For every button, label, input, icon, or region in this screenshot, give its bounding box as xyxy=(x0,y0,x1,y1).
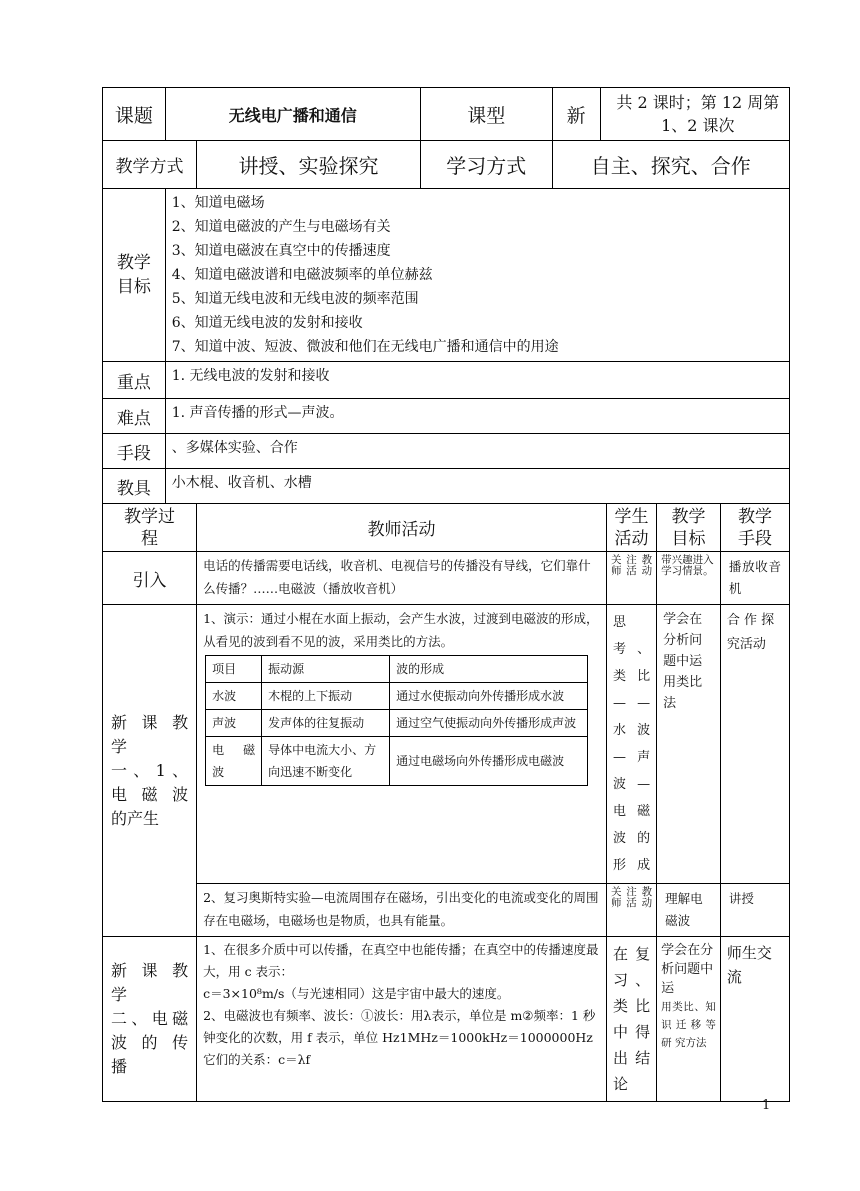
wave-cell: 通过空气使振动向外传播形成声波 xyxy=(390,710,588,737)
intro-student-activity: 关注教师活动 xyxy=(606,552,656,605)
intro-teaching-means: 播放收音机 xyxy=(720,552,789,605)
section1-demo-text: 1、演示：通过小棍在水面上振动，会产生水波，过渡到电磁波的形成，从看见的波到看不见的波，采用类比的方法。 xyxy=(203,611,599,649)
tools-value: 小木棍、收音机、水槽 xyxy=(165,469,789,504)
objectives-row xyxy=(103,189,790,362)
teacher-activity-header: 教师活动 xyxy=(197,504,607,552)
wave-cell: 通过水使振动向外传播形成水波 xyxy=(390,683,588,710)
tools-row xyxy=(103,469,790,504)
teaching-method-value: 讲授、实验探究 xyxy=(197,141,421,189)
schedule xyxy=(600,88,789,141)
wave-table-header xyxy=(206,656,588,683)
section1-review-goal: 理解电磁波 xyxy=(657,884,721,937)
section2-stage-line4: 波 的 传 xyxy=(111,1033,189,1052)
wave-comparison-table xyxy=(205,655,588,786)
section1-demo-row xyxy=(103,605,790,884)
intro-stage: 引入 xyxy=(103,552,197,605)
process-label-line2: 程 xyxy=(141,528,159,549)
section2-stage-line2: 学 xyxy=(111,985,128,1004)
section1-student-activity: 思考、类 比 — — 水 波 — 声 波 — 电 磁 波 的 形成 xyxy=(606,605,656,884)
section2-stage xyxy=(103,937,197,1102)
difficulty-row xyxy=(103,399,790,434)
objective-item: 6、知道无线电波的发射和接收 xyxy=(171,315,363,331)
section1-stage-line4: 电 磁 波 xyxy=(111,784,189,804)
wave-cell: 电 磁 波 xyxy=(206,737,262,786)
process-header-row xyxy=(103,504,790,552)
lesson-label: 课题 xyxy=(103,88,166,141)
wave-header-cell: 波的形成 xyxy=(390,656,588,683)
learning-method-label: 学习方式 xyxy=(420,141,552,189)
section1-stage-line5: 的产生 xyxy=(111,808,160,828)
lesson-plan-table xyxy=(102,87,790,1102)
section1-stage-line2: 学 xyxy=(111,736,128,756)
section2-row xyxy=(103,937,790,1102)
means-value: 、多媒体实验、合作 xyxy=(165,434,789,469)
section2-goal-line1: 学会在分析问题中运 xyxy=(661,943,714,996)
means-label: 手段 xyxy=(103,434,166,469)
process-label xyxy=(103,504,197,552)
goal-header-line2: 目标 xyxy=(671,528,706,549)
section1-teaching-goal: 学会在分析问题中运用类比法 xyxy=(657,605,721,884)
wave-header-cell: 振动源 xyxy=(262,656,390,683)
means-header-line2: 手段 xyxy=(737,528,772,549)
wave-table-row xyxy=(206,683,588,710)
section1-review-means: 讲授 xyxy=(720,884,789,937)
section1-teaching-means: 合 作 探究活动 xyxy=(720,605,789,884)
section1-demo-cell xyxy=(197,605,607,884)
objectives-list xyxy=(165,189,789,362)
wave-cell: 声波 xyxy=(206,710,262,737)
means-row xyxy=(103,434,790,469)
difficulty-value: 1. 声音传播的形式—声波。 xyxy=(165,399,789,434)
type-value: 新 xyxy=(552,88,600,141)
intro-teaching-goal: 带兴趣进入学习情景。 xyxy=(657,552,721,605)
key-point-row xyxy=(103,362,790,399)
student-header-line1: 学生 xyxy=(614,506,649,527)
objective-item: 7、知道中波、短波、微波和他们在无线电广播和通信中的用途 xyxy=(171,339,559,355)
tools-label: 教具 xyxy=(103,469,166,504)
schedule-line1: 共 2 课时；第 12 周第 xyxy=(616,93,780,112)
section1-stage-line3: 一、1、 xyxy=(111,760,189,780)
wave-table-row xyxy=(206,710,588,737)
section2-teacher-text xyxy=(197,937,607,1102)
section1-stage-line1: 新 课 教 xyxy=(111,712,189,732)
section2-text-line2: c＝3×10⁸m/s（与光速相同）这是宇宙中最大的速度。 xyxy=(203,986,510,1001)
section1-review-row xyxy=(103,884,790,937)
type-label: 课型 xyxy=(420,88,552,141)
section2-text-line1: 1、在很多介质中可以传播，在真空中也能传播；在真空中的传播速度最大，用 c 表示： xyxy=(203,942,599,979)
intro-teacher-text: 电话的传播需要电话线，收音机、电视信号的传播没有导线，它们靠什么传播？……电磁波（播放收音机） xyxy=(197,552,607,605)
section1-review-student: 关注教师活动 xyxy=(606,884,656,937)
difficulty-label: 难点 xyxy=(103,399,166,434)
wave-cell: 通过电磁场向外传播形成电磁波 xyxy=(390,737,588,786)
methods-row xyxy=(103,141,790,189)
goal-header-line1: 教学 xyxy=(671,506,706,527)
wave-header-cell: 项目 xyxy=(206,656,262,683)
teaching-goal-header xyxy=(657,504,721,552)
wave-cell: 导体中电流大小、方向迅速不断变化 xyxy=(262,737,390,786)
student-header-line2: 活动 xyxy=(614,528,649,549)
objectives-label-line1: 教学 xyxy=(116,253,151,273)
objective-item: 1、知道电磁场 xyxy=(171,195,265,211)
section1-review-text: 2、复习奥斯特实验—电流周围存在磁场，引出变化的电流或变化的周围存在电磁场，电磁场也是物质，也具有能量。 xyxy=(197,884,607,937)
key-point-label: 重点 xyxy=(103,362,166,399)
process-label-line1: 教学过 xyxy=(124,506,176,527)
section2-teaching-goal xyxy=(657,937,721,1102)
section1-stage xyxy=(103,605,197,937)
objective-item: 4、知道电磁波谱和电磁波频率的单位赫兹 xyxy=(171,267,433,283)
learning-method-value: 自主、探究、合作 xyxy=(552,141,789,189)
student-activity-header xyxy=(606,504,656,552)
section2-stage-line1: 新 课 教 xyxy=(111,961,189,980)
section2-text-line4: 它们的关系：c＝λf xyxy=(203,1052,311,1067)
section2-student-activity: 在 复 习 、 类 比 中 得 出 结 论 xyxy=(606,937,656,1102)
section2-stage-line5: 播 xyxy=(111,1057,128,1076)
section2-teaching-means: 师生交流 xyxy=(720,937,789,1102)
section2-text-line3: 2、电磁波也有频率、波长：①波长：用λ表示，单位是 m②频率：1 秒钟变化的次数，用 f 表示，单位 Hz1MHz＝1000kHz＝1000000Hz xyxy=(203,1008,596,1045)
objective-item: 2、知道电磁波的产生与电磁场有关 xyxy=(171,219,391,235)
teaching-method-label: 教学方式 xyxy=(103,141,197,189)
means-header-line1: 教学 xyxy=(737,506,772,527)
wave-cell: 水波 xyxy=(206,683,262,710)
section2-goal-line2: 用类比、知 识 迁 移 等 研 究方法 xyxy=(661,1001,716,1049)
key-point-value: 1. 无线电波的发射和接收 xyxy=(165,362,789,399)
objectives-label xyxy=(103,189,166,362)
wave-cell: 木棍的上下振动 xyxy=(262,683,390,710)
wave-cell: 发声体的往复振动 xyxy=(262,710,390,737)
page-number: 1 xyxy=(762,1098,771,1113)
lesson-title: 无线电广播和通信 xyxy=(165,88,420,141)
intro-row xyxy=(103,552,790,605)
objectives-label-line2: 目标 xyxy=(116,277,151,297)
objective-item: 3、知道电磁波在真空中的传播速度 xyxy=(171,243,391,259)
section2-stage-line3: 二、电磁 xyxy=(111,1009,189,1028)
wave-table-row xyxy=(206,737,588,786)
schedule-line2: 1、2 课次 xyxy=(661,116,735,135)
header-row xyxy=(103,88,790,141)
teaching-means-header xyxy=(720,504,789,552)
objective-item: 5、知道无线电波和无线电波的频率范围 xyxy=(171,291,419,307)
